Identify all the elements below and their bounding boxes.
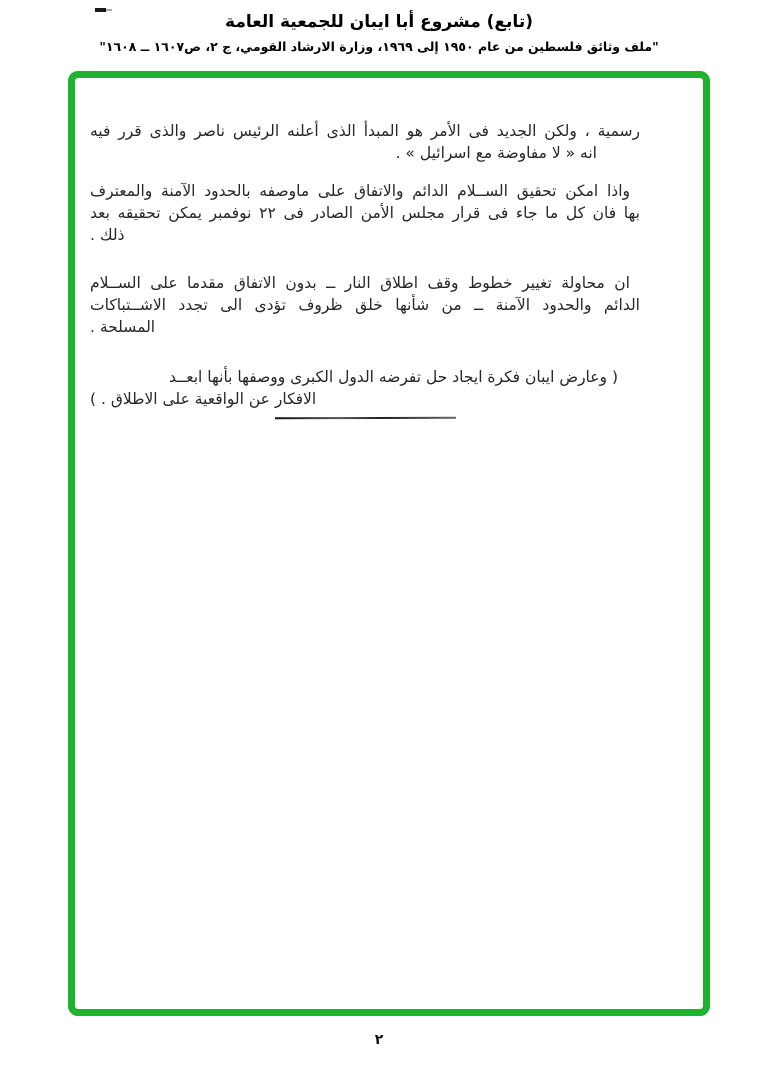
- paragraph-4-line-1: ( وعارض ايبان فكرة ايجاد حل تفرضه الدول الكبرى ووصفها بأنها ابعــد: [169, 368, 618, 386]
- paragraph-4: [90, 366, 640, 410]
- document-body: [90, 120, 640, 410]
- section-divider-rule: [275, 417, 456, 419]
- green-frame-border: [68, 71, 710, 1016]
- document-source-citation: "ملف وثائق فلسطين من عام ١٩٥٠ إلى ١٩٦٩، وزارة الارشاد القومي، ج ٢، ص١٦٠٧ ــ ١٦٠٨": [99, 39, 659, 54]
- page-number: ٢: [374, 1032, 384, 1048]
- paragraph-1-line-2: انه « لا مفاوضة مع اسرائيل » .: [395, 144, 597, 162]
- paragraph-4-line-2: الافكار عن الواقعية على الاطلاق . ): [90, 390, 317, 408]
- paragraph-3: [90, 272, 640, 338]
- paragraph-1-line-1: رسمية ، ولكن الجديد فى الأمر هو المبدأ الذى أعلنه الرئيس ناصر والذى قرر فيه: [90, 122, 640, 140]
- paragraph-2-line-3: ذلك .: [90, 226, 125, 244]
- paragraph-3-line-3: المسلحة .: [90, 318, 156, 336]
- paragraph-2-line-1: واذا امكن تحقيق الســلام الدائم والاتفاق على ماوصفه بالحدود الآمنة والمعترف: [90, 182, 630, 200]
- paragraph-2-line-2: بها فان كل ما جاء فى قرار مجلس الأمن الصادر فى ٢٢ نوفمبر يمكن تحقيقه بعد: [90, 204, 640, 222]
- paragraph-3-line-1: ان محاولة تغيير خطوط وقف اطلاق النار ــ بدون الاتفاق مقدما على الســلام: [90, 274, 630, 292]
- document-title: (تابع) مشروع أبا ايبان للجمعية العامة: [225, 12, 533, 32]
- paragraph-3-line-2: الدائم والحدود الآمنة ــ من شأنها خلق ظروف تؤدى الى تجدد الاشــتباكات: [90, 296, 640, 314]
- page-header: [0, 10, 758, 55]
- paragraph-1: [90, 120, 640, 164]
- paragraph-2: [90, 180, 640, 246]
